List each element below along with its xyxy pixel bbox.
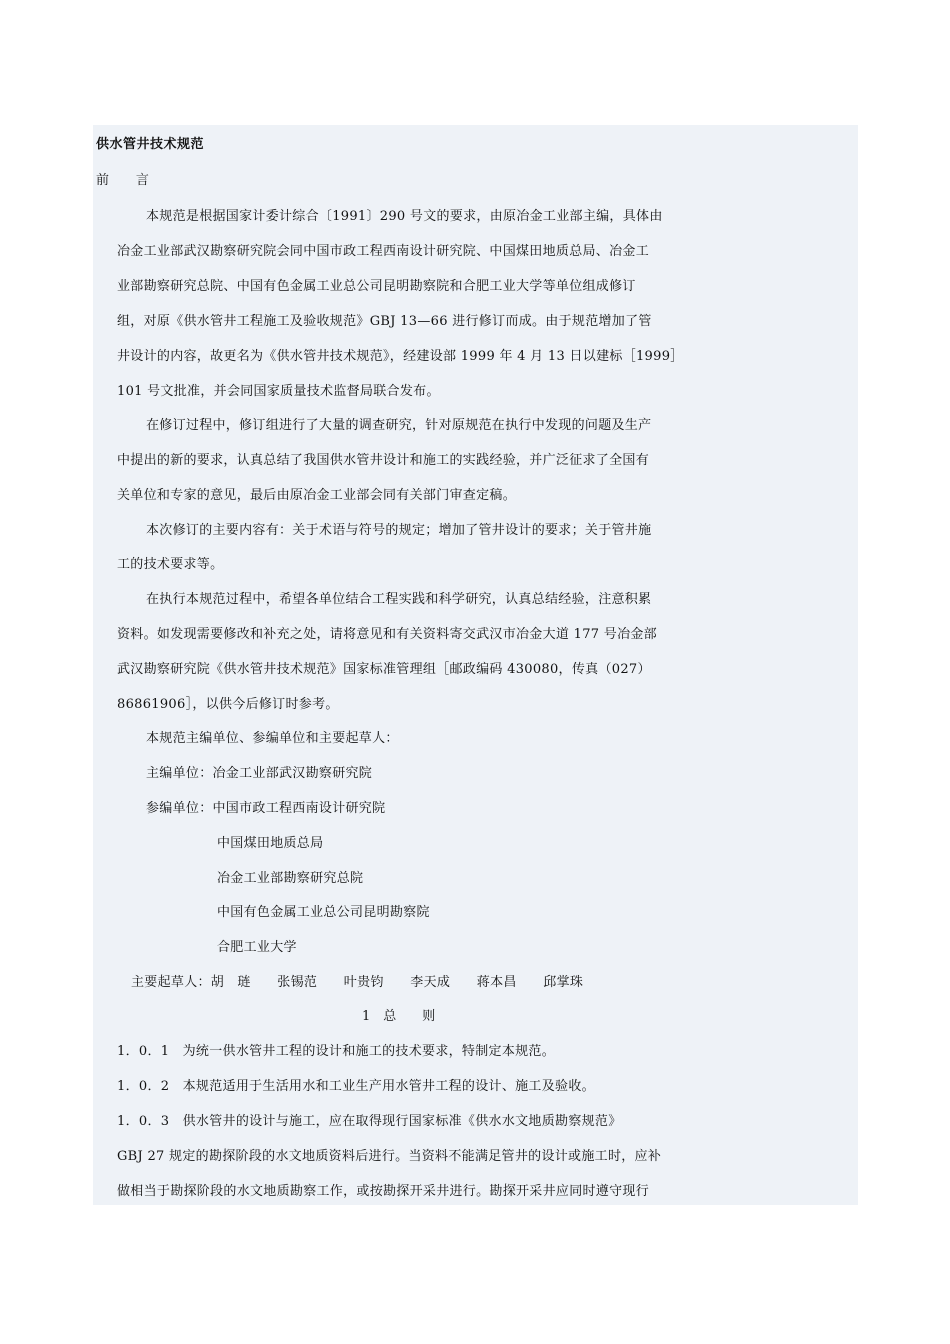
section-heading: 1 总 则: [362, 1009, 436, 1024]
clause-line: 1．0．1 为统一供水管井工程的设计和施工的技术要求，特制定本规范。: [117, 1044, 556, 1059]
clause-line: 1．0．3 供水管井的设计与施工，应在取得现行国家标准《供水水文地质勘察规范》: [117, 1114, 622, 1129]
clause-line: GBJ 27 规定的勘探阶段的水文地质资料后进行。当资料不能满足管井的设计或施工时，应补: [117, 1149, 662, 1164]
participating-unit: 合肥工业大学: [217, 940, 297, 955]
editor-unit: 主编单位：冶金工业部武汉勘察研究院: [146, 766, 373, 781]
paragraph-line: 101 号文批准，并会同国家质量技术监督局联合发布。: [117, 384, 440, 399]
preface-heading: 前 言: [96, 173, 150, 188]
paragraph-line: 本规范主编单位、参编单位和主要起草人：: [146, 731, 399, 746]
paragraph-line: 业部勘察研究总院、中国有色金属工业总公司昆明勘察院和合肥工业大学等单位组成修订: [117, 279, 636, 294]
participating-unit: 冶金工业部勘察研究总院: [217, 871, 364, 886]
document-page: [93, 125, 858, 1205]
participating-unit: 中国煤田地质总局: [217, 836, 324, 851]
participating-unit: 中国有色金属工业总公司昆明勘察院: [217, 905, 430, 920]
paragraph-line: 组，对原《供水管井工程施工及验收规范》GBJ 13—66 进行修订而成。由于规范增加了管: [117, 314, 652, 329]
clause-line: 做相当于勘探阶段的水文地质勘察工作，或按勘探开采井进行。勘探开采井应同时遵守现行: [117, 1184, 650, 1199]
clause-line: 1．0．2 本规范适用于生活用水和工业生产用水管井工程的设计、施工及验收。: [117, 1079, 595, 1094]
paragraph-line: 井设计的内容，故更名为《供水管井技术规范》，经建设部 1999 年 4 月 13 日以建标［1999］: [117, 349, 684, 364]
paragraph-line: 工的技术要求等。: [117, 557, 224, 572]
paragraph-line: 冶金工业部武汉勘察研究院会同中国市政工程西南设计研究院、中国煤田地质总局、冶金工: [117, 244, 650, 259]
paragraph-line: 86861906］，以供今后修订时参考。: [117, 697, 339, 712]
paragraph-line: 在执行本规范过程中，希望各单位结合工程实践和科学研究，认真总结经验，注意积累: [146, 592, 652, 607]
paragraph-line: 在修订过程中，修订组进行了大量的调查研究，针对原规范在执行中发现的问题及生产: [146, 418, 652, 433]
paragraph-line: 中提出的新的要求，认真总结了我国供水管井设计和施工的实践经验，并广泛征求了全国有: [117, 453, 650, 468]
paragraph-line: 本规范是根据国家计委计综合〔1991〕290 号文的要求，由原冶金工业部主编，具体由: [146, 209, 663, 224]
paragraph-line: 资料。如发现需要修改和补充之处，请将意见和有关资料寄交武汉市冶金大道 177 号冶金部: [117, 627, 657, 642]
document-title: 供水管井技术规范: [96, 137, 205, 152]
drafters-line: 主要起草人：胡 琏 张锡范 叶贵钧 李天成 蒋本昌 邱掌珠: [131, 975, 584, 990]
participating-unit: 参编单位：中国市政工程西南设计研究院: [146, 801, 386, 816]
paragraph-line: 关单位和专家的意见，最后由原冶金工业部会同有关部门审查定稿。: [117, 488, 517, 503]
paragraph-line: 本次修订的主要内容有：关于术语与符号的规定；增加了管井设计的要求；关于管井施: [146, 523, 652, 538]
paragraph-line: 武汉勘察研究院《供水管井技术规范》国家标准管理组［邮政编码 430080，传真（027）: [117, 662, 651, 677]
